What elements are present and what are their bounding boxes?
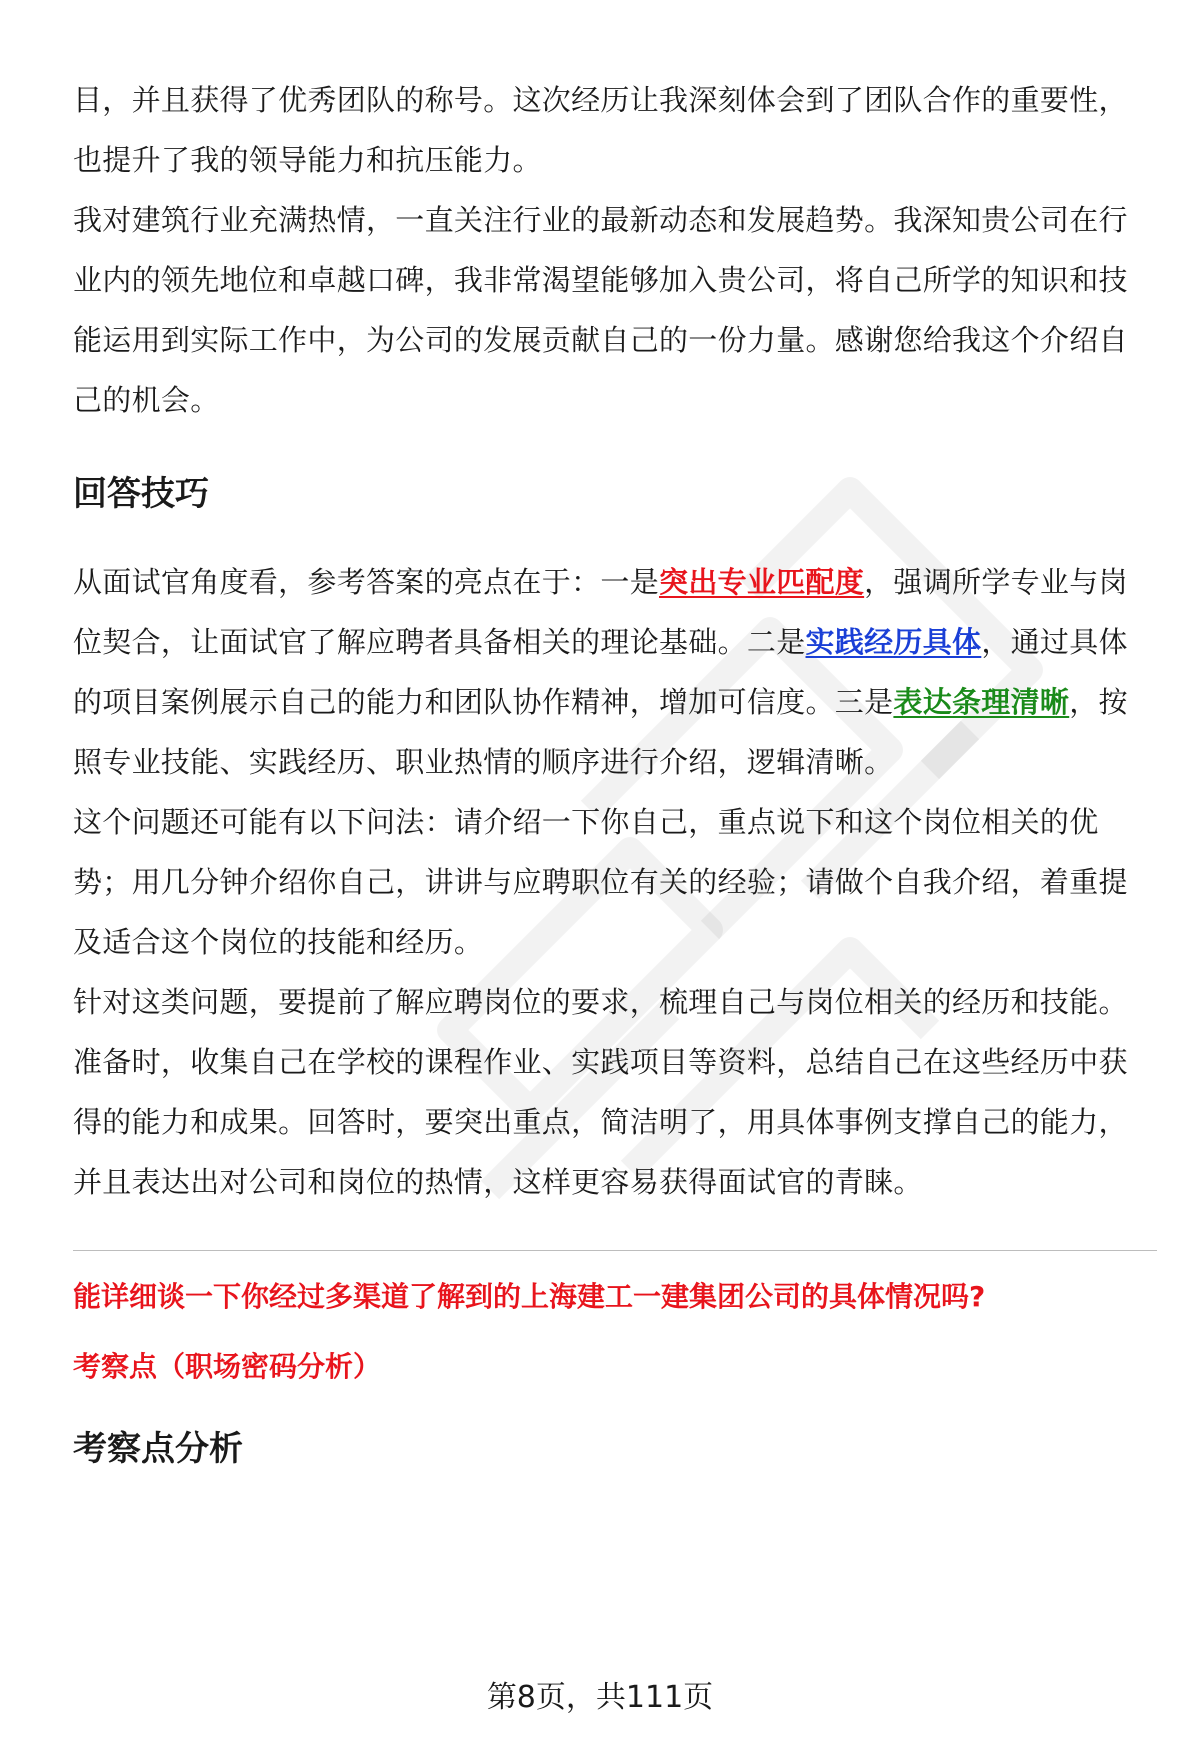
section-title-analysis: 考察点分析 <box>73 1429 243 1469</box>
document-page <box>73 70 1157 1479</box>
paragraph-preparation-advice: 针对这类问题，要提前了解应聘岗位的要求，梳理自己与岗位相关的经历和技能。准备时，收集自己在学校的课程作业、实践项目等资料，总结自己在这些经历中获得的能力和成果。回答时，要突出重点，简洁明了，用具体事例支撑自己的能力，并且表达出对公司和岗位的热情，这样更容易获得面试官的青睐。 <box>73 985 1128 1199</box>
paragraph-highlights <box>73 552 1157 792</box>
question-title: 能详细谈一下你经过多渠道了解到的上海建工一建集团公司的具体情况吗? <box>73 1280 986 1313</box>
section-title-answer-tips: 回答技巧 <box>73 474 209 514</box>
paragraph-passion: 我对建筑行业充满热情，一直关注行业的最新动态和发展趋势。我深知贵公司在行业内的领先地位和卓越口碑，我非常渴望能够加入贵公司，将自己所学的知识和技能运用到实际工作中，为公司的发展贡献自己的一份力量。感谢您给我这个介绍自己的机会。 <box>73 203 1128 417</box>
paragraph-alternative-questions: 这个问题还可能有以下问法：请介绍一下你自己，重点说下和这个岗位相关的优势；用几分钟介绍你自己，讲讲与应聘职位有关的经验；请做个自我介绍，着重提及适合这个岗位的技能和经历。 <box>73 805 1128 959</box>
highlights-text-c: ，通过具体的项目案例展示自己的能力和团队协作精神，增加可信度。三是 <box>73 625 1128 719</box>
highlight-professional-match: 突出专业匹配度 <box>659 565 865 599</box>
highlights-text-d: ，按照专业技能、实践经历、职业热情的顺序进行介绍，逻辑清晰。 <box>73 685 1128 779</box>
section-divider <box>73 1250 1157 1251</box>
highlights-text-a: 从面试官角度看，参考答案的亮点在于：一是 <box>73 565 660 599</box>
page-footer: 第8页，共111页 <box>486 1680 714 1715</box>
question-subtitle: 考察点（职场密码分析） <box>73 1350 382 1383</box>
highlight-practice-specific: 实践经历具体 <box>805 625 982 659</box>
paragraph-intro-end: 目，并且获得了优秀团队的称号。这次经历让我深刻体会到了团队合作的重要性，也提升了我的领导能力和抗压能力。 <box>73 83 1128 177</box>
highlight-clear-structure: 表达条理清晰 <box>893 685 1070 719</box>
highlights-text-b: ，强调所学专业与岗位契合，让面试官了解应聘者具备相关的理论基础。二是 <box>73 565 1128 659</box>
